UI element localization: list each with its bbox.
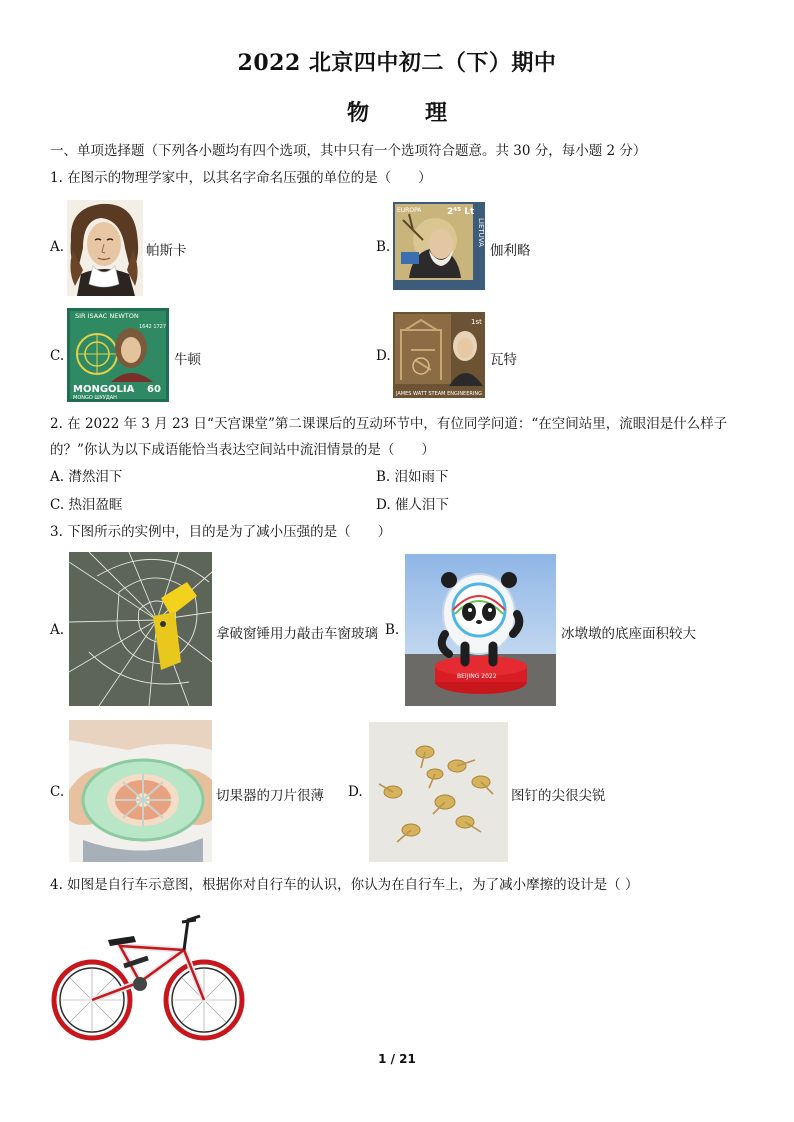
q2-option-a-text: 潸然泪下: [68, 469, 123, 485]
stamp-b-value: 2⁴⁵ Lt: [447, 207, 475, 217]
q3-option-c-letter: C.: [50, 784, 65, 800]
galileo-stamp-image: [391, 200, 487, 292]
q2-stem-line2: 的？”你认为以下成语能恰当表达空间站中流泪情景的是（ ）: [50, 442, 435, 458]
q1-option-c-letter: C.: [50, 348, 65, 364]
q3-option-b-text: 冰墩墩的底座面积较大: [561, 626, 696, 642]
q3-option-d-text: 图钉的尖很尖锐: [511, 788, 606, 804]
stamp-b-side-text: LIETUVA: [477, 218, 485, 247]
pascal-portrait-image: [67, 200, 143, 296]
stamp-c-top-text: SIR ISAAC NEWTON: [75, 312, 139, 320]
q3-option-a-text: 拿破窗锤用力敲击车窗玻璃: [216, 626, 378, 642]
q1-option-a-text: 帕斯卡: [146, 243, 187, 259]
q2-option-c: [50, 496, 122, 514]
thumbtacks-image: [369, 722, 508, 862]
base-label: BEIJING 2022: [457, 673, 497, 680]
q4-stem: 4. 如图是自行车示意图，根据你对自行车的认识，你认为在自行车上，为了减小摩擦的设计是（ ）: [50, 877, 639, 893]
broken-glass-image: [69, 552, 212, 706]
watt-stamp-image: [391, 310, 487, 400]
q1-option-b-letter: B.: [376, 239, 391, 255]
q2-option-d-text: 催人泪下: [394, 497, 449, 513]
stamp-b-top-text: EUROPA: [397, 207, 422, 214]
q3-option-c-text: 切果器的刀片很薄: [216, 788, 324, 804]
q2-option-d: [376, 496, 449, 514]
subject-char-1: 物: [346, 100, 369, 126]
bicycle-image: [50, 906, 246, 1042]
q1-option-a-letter: A.: [50, 239, 65, 255]
page-title: 2022 北京四中初二（下）期中: [237, 50, 557, 76]
q3-option-a-letter: A.: [50, 622, 65, 638]
stamp-c-value: 60: [147, 384, 161, 395]
stamp-c-years: 1642 1727: [139, 324, 167, 330]
q1-option-c-text: 牛顿: [174, 352, 201, 368]
bing-dwen-dwen-image: [405, 554, 556, 706]
q1-stem: 1. 在图示的物理学家中，以其名字命名压强的单位的是（ ）: [50, 170, 432, 186]
q2-option-b-letter: B.: [376, 469, 391, 485]
stamp-d-value: 1st: [471, 318, 482, 326]
subject-heading: [0, 96, 794, 127]
q3-option-b-letter: B.: [385, 622, 400, 638]
q1-option-d-text: 瓦特: [490, 352, 517, 368]
q2-option-a: [50, 468, 122, 486]
q2-option-c-text: 热泪盈眶: [68, 497, 123, 513]
stamp-c-country: MONGOLIA: [73, 384, 135, 395]
q1-option-b-text: 伽利略: [490, 243, 531, 259]
q2-option-b: [376, 468, 449, 486]
q2-stem-line1: 2. 在 2022 年 3 月 23 日“天宫课堂”第二课课后的互动环节中，有位同学问道：“在空间站里，流眼泪是什么样子: [50, 416, 728, 432]
q1-option-d-letter: D.: [376, 348, 391, 364]
q2-option-b-text: 泪如雨下: [394, 469, 449, 485]
q2-option-d-letter: D.: [376, 497, 391, 513]
stamp-c-unit: MONGO ШУУДАН: [73, 395, 117, 401]
fruit-cutter-image: [69, 720, 212, 862]
subject-char-2: 理: [425, 100, 448, 126]
q2-option-a-letter: A.: [50, 469, 65, 485]
stamp-d-caption: JAMES WATT STEAM ENGINEERING: [396, 391, 482, 397]
q3-option-d-letter: D.: [348, 784, 363, 800]
q2-option-c-letter: C.: [50, 497, 65, 513]
q3-stem: 3. 下图所示的实例中，目的是为了减小压强的是（ ）: [50, 524, 392, 540]
section-heading: 一、单项选择题（下列各小题均有四个选项，其中只有一个选项符合题意。共 30 分，每小题 2 分）: [50, 143, 647, 159]
newton-stamp-image: [67, 308, 169, 402]
page-number: 1 / 21: [378, 1052, 416, 1066]
